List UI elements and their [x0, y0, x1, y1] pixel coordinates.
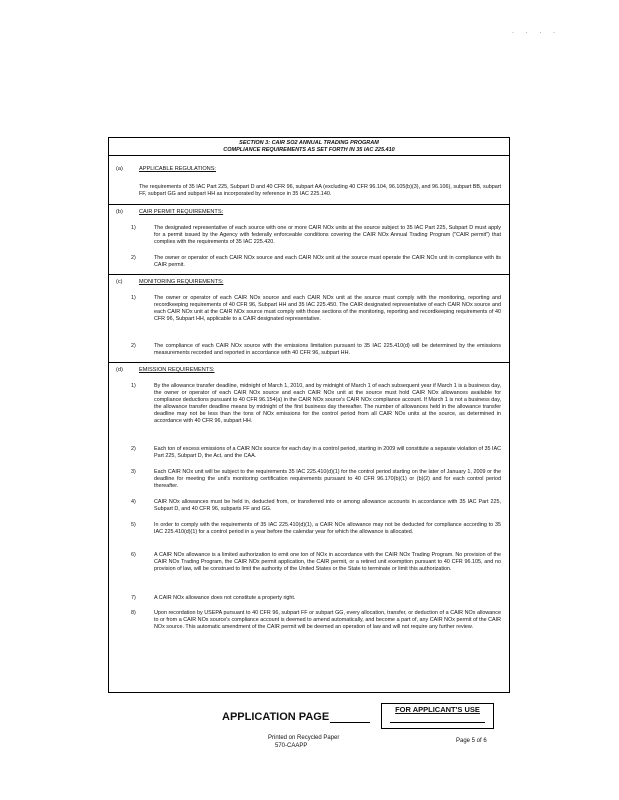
- section-b-item-1: The designated representative of each source with one or more CAIR NOx units at the source subject to 35 IAC Part 225, Subpart D must apply for a permit issued by the Agency with federally enforceable conditions covering the CAIR NOx Annual Trading Program ("CAIR permit") that complies with the requirements of 35 IAC 225.420.: [154, 225, 501, 245]
- section-d-item-3: Each CAIR NOx unit will be subject to the requirements 35 IAC 225.410(d)(1) for the control period starting on the later of January 1, 2009 or the deadline for meeting the unit's monitoring certification requirements pursuant to 40 CFR 96.170(b)(1) or (b)(2) and for each control period thereafter.: [154, 469, 501, 489]
- section-marker: (d): [116, 367, 123, 373]
- page-number: Page 5 of 6: [456, 738, 487, 744]
- item-number: 7): [131, 595, 136, 601]
- section-c-item-1: The owner or operator of each CAIR NOx source and each CAIR NOx unit at the source must comply with the monitoring, reporting and recordkeeping requirements of 40 CFR 96, Subpart HH and 35 IAC 225.450. The CAIR designated representative of each CAIR NOx source and each CAIR NOx unit at the CAIR NOx source must comply with those sections of the monitoring, reporting and recordkeeping requirements of 40 CFR 96, Subpart HH, applicable to a CAIR designated representative.: [154, 295, 501, 322]
- applicants-use-label: FOR APPLICANT'S USE: [395, 705, 480, 714]
- section-header: [109, 138, 509, 156]
- section-header-line2: COMPLIANCE REQUIREMENTS AS SET FORTH IN 35 IAC 225.410: [223, 147, 395, 153]
- form-number: 570-CAAPP: [275, 743, 308, 749]
- section-header-line1: SECTION 3: CAIR SO2 ANNUAL TRADING PROGRAM: [239, 140, 379, 146]
- item-number: 5): [131, 522, 136, 528]
- recycled-paper-note: Printed on Recycled Paper: [268, 735, 340, 741]
- item-number: 1): [131, 383, 136, 389]
- item-number: 6): [131, 552, 136, 558]
- section-a-text: The requirements of 35 IAC Part 225, Subpart D and 40 CFR 96, subpart AA (excluding 40 CFR 96.104, 96.105(b)(3), and 96.106), subpart BB, subpart FF, subpart GG and subpart HH as incorporated by reference in 35 IAC 225.140.: [139, 184, 501, 197]
- section-d-item-6: A CAIR NOx allowance is a limited authorization to emit one ton of NOx in accordance with the CAIR NOx Trading Program. No provision of the CAIR NOx Trading Program, the CAIR NOx permit application, the CAIR permit, or a retired unit exemption pursuant to 40 CFR 96.105, and no provision of law, will be construed to limit the authority of the United States or the State to terminate or limit this authorization.: [154, 552, 501, 572]
- item-number: 2): [131, 343, 136, 349]
- section-marker: (b): [116, 209, 123, 215]
- divider: [109, 274, 509, 275]
- item-number: 8): [131, 610, 136, 616]
- section-d-item-2: Each ton of excess emissions of a CAIR NOx source for each day in a control period, starting in 2009 will constitute a separate violation of 35 IAC Part 225, Subpart D, the Act, and the CAA.: [154, 446, 501, 459]
- item-number: 4): [131, 499, 136, 505]
- section-b-item-2: The owner or operator of each CAIR NOx source and each CAIR NOx unit at the source must operate the CAIR NOx unit in compliance with its CAIR permit.: [154, 255, 501, 268]
- section-marker: (a): [116, 166, 123, 172]
- item-number: 2): [131, 446, 136, 452]
- section-title: EMISSION REQUIREMENTS:: [139, 367, 215, 373]
- section-title: CAIR PERMIT REQUIREMENTS:: [139, 209, 224, 215]
- applicants-use-box: [381, 703, 494, 729]
- application-page-label: APPLICATION PAGE: [222, 711, 330, 723]
- scan-specks: · · · ·: [512, 30, 560, 36]
- section-d-item-1: By the allowance transfer deadline, midnight of March 1, 2010, and by midnight of March 1 of each subsequent year if March 1 is a business day, the owner or operator of each CAIR NOx source and each CAIR NOx unit at the source must hold CAIR NOx allowances available for compliance deductions pursuant to 40 CFR 96.154(a) in the CAIR NOx source's CAIR NOx compliance account. If March 1 is not a business day, the allowance transfer deadline means by midnight of the first business day thereafter. The number of allowances held in the allowance transfer deadline may not be less than the tons of NOx emissions for the control period from all CAIR NOx units at the source, as determined in accordance with 40 CFR 96, subpart HH.: [154, 383, 501, 424]
- section-c-item-2: The compliance of each CAIR NOx source with the emissions limitation pursuant to 35 IAC 225.410(d) will be determined by the emissions measurements recorded and reported in accordance with 40 CFR 96, subpart HH.: [154, 343, 501, 356]
- divider: [109, 362, 509, 363]
- application-page-blank: [330, 722, 370, 723]
- divider: [109, 204, 509, 205]
- item-number: 1): [131, 225, 136, 231]
- section-d-item-8: Upon recordation by USEPA pursuant to 40 CFR 96, subpart FF or subpart GG, every allocation, transfer, or deduction of a CAIR NOx allowance to or from a CAIR NOx source's compliance account is deemed to amend automatically, and become a part of, any CAIR NOx permit of the CAIR NOx source. This automatic amendment of the CAIR permit will be deemed an operation of law and will not require any further review.: [154, 610, 501, 630]
- permit-section-box: [108, 137, 510, 693]
- section-title: APPLICABLE REGULATIONS:: [139, 166, 216, 172]
- applicants-use-blank: [390, 722, 485, 723]
- section-d-item-7: A CAIR NOx allowance does not constitute a property right.: [154, 595, 296, 601]
- item-number: 1): [131, 295, 136, 301]
- section-d-item-4: CAIR NOx allowances must be held in, deducted from, or transferred into or among allowance accounts in accordance with 35 IAC Part 225, Subpart D, and 40 CFR 96, subparts FF and GG.: [154, 499, 501, 512]
- item-number: 3): [131, 469, 136, 475]
- section-marker: (c): [116, 279, 123, 285]
- item-number: 2): [131, 255, 136, 261]
- section-title: MONITORING REQUIREMENTS:: [139, 279, 224, 285]
- section-d-item-5: In order to comply with the requirements of 35 IAC 225.410(d)(1), a CAIR NOx allowance may not be deducted for compliance according to 35 IAC 225.410(d)(1) for a control period in a year before the calendar year for which the allowance is allocated.: [154, 522, 501, 535]
